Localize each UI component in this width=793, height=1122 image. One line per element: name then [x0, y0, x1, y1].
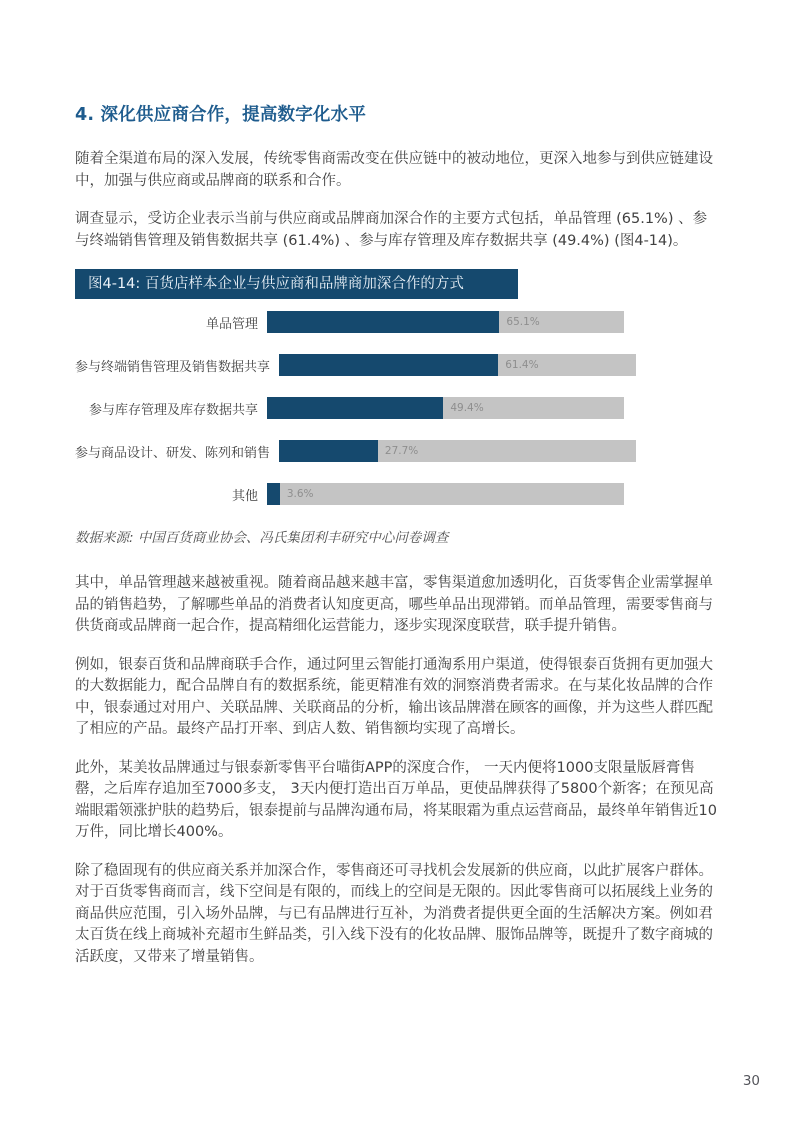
- bar-row: [75, 354, 720, 376]
- bar-chart: [75, 311, 720, 505]
- bar-track: [267, 483, 624, 505]
- bar-fill: [279, 440, 378, 462]
- figure-source: 数据来源: 中国百货商业协会、冯氏集团利丰研究中心问卷调查: [75, 530, 449, 546]
- bar-value-label: 27.7%: [384, 445, 419, 457]
- bar-track: [267, 311, 624, 333]
- intro-paragraph-2: 调查显示，受访企业表示当前与供应商或品牌商加深合作的主要方式包括，单品管理 (65.1%) 、参与终端销售管理及销售数据共享 (61.4%) 、参与库存管理及库存数据共享 (49.4%) (图4-14)。: [75, 211, 708, 249]
- section-heading: 4. 深化供应商合作，提高数字化水平: [75, 105, 367, 125]
- body-paragraph-4: 除了稳固现有的供应商关系并加深合作，零售商还可寻找机会发展新的供应商，以此扩展客户群体。对于百货零售商而言，线下空间是有限的，而线上的空间是无限的。因此零售商可以拓展线上业务的商品供应范围，引入场外品牌，与已有品牌进行互补，为消费者提供更全面的生活解决方案。例如君太百货在线上商城补充超市生鲜品类，引入线下没有的化妆品牌、服饰品牌等，既提升了数字商城的活跃度，又带来了增量销售。: [75, 862, 713, 965]
- bar-row: [75, 397, 720, 419]
- bar-row: [75, 440, 720, 462]
- bar-fill: [267, 311, 499, 333]
- bar-category-label: 单品管理: [205, 316, 258, 332]
- bar-category-label: 参与终端销售管理及销售数据共享: [75, 359, 271, 375]
- bar-fill: [267, 397, 443, 419]
- body-paragraph-2: 例如，银泰百货和品牌商联手合作，通过阿里云智能打通淘系用户渠道，使得银泰百货拥有更加强大的大数据能力，配合品牌自有的数据系统，能更精准有效的洞察消费者需求。在与某化妆品牌的合作中，银泰通过对用户、关联品牌、关联商品的分析，输出该品牌潜在顾客的画像，并为这些人群匹配了相应的产品。最终产品打开率、到店人数、销售额均实现了高增长。: [75, 656, 713, 737]
- bar-row: [75, 311, 720, 333]
- bar-fill: [267, 483, 280, 505]
- bar-track: [279, 440, 636, 462]
- bar-category-label: 其他: [231, 488, 258, 504]
- body-paragraph-1: 其中，单品管理越来越被重视。随着商品越来越丰富，零售渠道愈加透明化，百货零售企业需掌握单品的销售趋势，了解哪些单品的消费者认知度更高，哪些单品出现滞销。而单品管理，需要零售商与供货商或品牌商一起合作，提高精细化运营能力，逐步实现深度联营，联手提升销售。: [75, 575, 713, 634]
- bar-row: [75, 483, 720, 505]
- bar-value-label: 61.4%: [505, 359, 539, 371]
- bar-value-label: 65.1%: [506, 316, 540, 328]
- page-content: [75, 101, 720, 985]
- figure-title: 图4-14: 百货店样本企业与供应商和品牌商加深合作的方式: [75, 269, 518, 299]
- body-paragraph-3: 此外，某美妆品牌通过与银泰新零售平台喵街APP的深度合作， 一天内便将1000支限量版唇膏售罄，之后库存追加至7000多支， 3天内便打造出百万单品，更使品牌获得了5800个新客；在预见高端眼霜领涨护肤的趋势后，银泰提前与品牌沟通布局，将某眼霜为重点运营商品，最终单年销售近10万件，同比增长400%。: [75, 759, 717, 840]
- bar-value-label: 3.6%: [286, 488, 314, 500]
- figure-4-14: [75, 269, 720, 546]
- bar-track: [267, 397, 624, 419]
- page-number: 30: [742, 1073, 760, 1089]
- intro-paragraph-1: 随着全渠道布局的深入发展，传统零售商需改变在供应链中的被动地位，更深入地参与到供应链建设中，加强与供应商或品牌商的联系和合作。: [75, 151, 713, 189]
- bar-fill: [279, 354, 498, 376]
- bar-category-label: 参与商品设计、研发、陈列和销售: [75, 445, 271, 461]
- bar-track: [279, 354, 636, 376]
- bar-value-label: 49.4%: [450, 402, 484, 414]
- bar-category-label: 参与库存管理及库存数据共享: [88, 402, 258, 418]
